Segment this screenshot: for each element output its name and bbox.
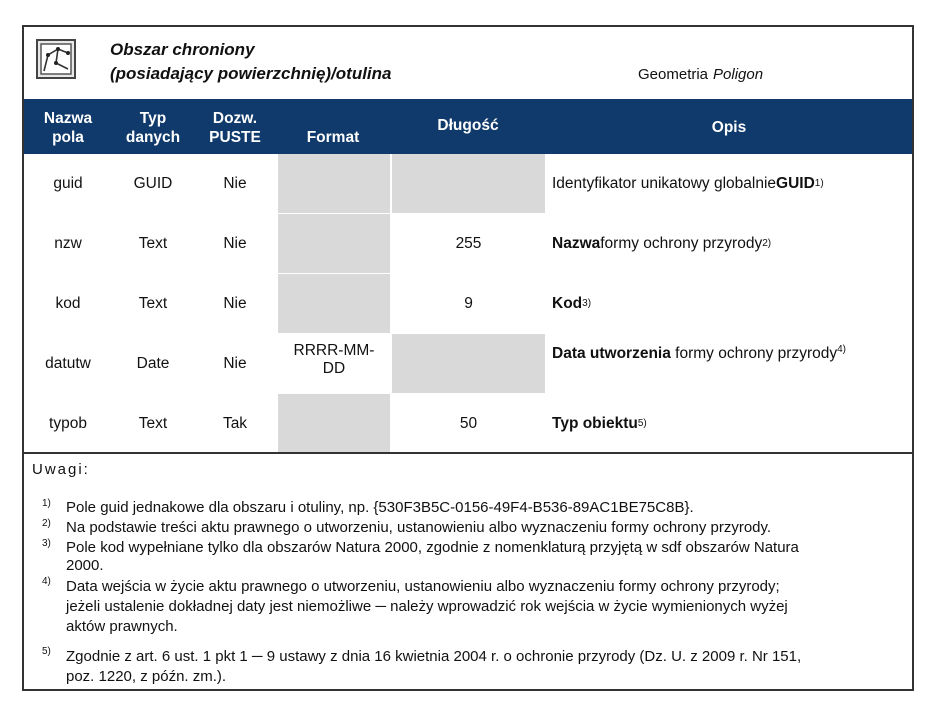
field-empty: Nie	[223, 294, 247, 312]
footnote-text: poz. 1220, z późn. zm.).	[66, 668, 227, 685]
field-format	[278, 214, 390, 273]
table-row	[24, 274, 912, 334]
format-line2: DD	[322, 360, 346, 377]
footnote-text: aktów prawnych.	[66, 618, 178, 635]
page-subtitle: (posiadający powierzchnię)/otulina	[110, 64, 392, 83]
col-typ-danych	[112, 109, 194, 147]
column-header-row	[24, 99, 912, 154]
footnote-number: 1)	[42, 498, 51, 509]
desc-text: formy ochrony przyrody	[600, 234, 763, 252]
desc-text: formy ochrony przyrody	[670, 345, 838, 363]
col-nazwa-pola	[24, 109, 112, 147]
page-title: Obszar chroniony	[110, 40, 255, 59]
footnote-number: 5)	[42, 646, 51, 657]
table-row	[24, 334, 912, 394]
table-row	[24, 154, 912, 214]
desc-bold: GUID	[776, 174, 815, 192]
geometry-value: Poligon	[713, 66, 764, 83]
field-length	[392, 334, 545, 393]
attribute-table-frame	[22, 25, 914, 691]
field-name: kod	[55, 294, 81, 312]
col-dozw-puste-l1: Dozw.	[212, 110, 258, 127]
col-dozw-puste	[194, 109, 276, 147]
desc-bold: Kod	[552, 294, 583, 312]
field-empty: Tak	[222, 414, 248, 432]
footnote-ref: 4)	[837, 344, 847, 355]
field-empty: Nie	[223, 174, 247, 192]
footnote-number: 3)	[42, 538, 51, 549]
polygon-layer-icon	[36, 39, 76, 79]
footnote-text: Pole guid jednakowe dla obszaru i otuliny, np. {530F3B5C-0156-49F4-B536-89AC1BE75C8B}.	[66, 499, 694, 516]
col-typ-danych-l1: Typ	[139, 110, 167, 127]
col-nazwa-pola-l2: pola	[52, 129, 84, 146]
notes-label: Uwagi:	[32, 461, 90, 478]
desc-text: Identyfikator unikatowy globalnie	[552, 174, 777, 192]
field-format	[278, 274, 390, 333]
field-name: typob	[49, 414, 87, 432]
format-line1: RRRR-MM-	[293, 342, 375, 359]
footnote-ref: 2)	[762, 238, 772, 249]
footnote-text: Na podstawie treści aktu prawnego o utworzeniu, ustanowieniu albo wyznaczeniu formy ochrony przyrody.	[66, 519, 772, 536]
table-row	[24, 394, 912, 454]
field-length: 50	[459, 414, 478, 432]
footnote-text: Pole kod wypełniane tylko dla obszarów Natura 2000, zgodnie z nomenklaturą przyjętą w sdf obszarów Natura	[66, 539, 799, 556]
field-description	[552, 394, 908, 453]
field-name: guid	[53, 174, 83, 192]
footnote-number: 4)	[42, 576, 51, 587]
field-length: 9	[464, 294, 473, 312]
geometry-label: Geometria	[638, 66, 709, 83]
field-empty: Nie	[223, 234, 247, 252]
field-type: Text	[138, 234, 168, 252]
field-length: 255	[455, 234, 482, 252]
field-name: datutw	[45, 354, 91, 372]
desc-bold: Typ obiektu	[552, 414, 638, 432]
col-dlugosc: Długość	[437, 117, 499, 134]
table-header-block	[24, 27, 912, 99]
footnote-text: jeżeli ustalenie dokładnej daty jest niemożliwe ─ należy wprowadzić rok wejścia w życie wymienionych wyżej	[66, 598, 788, 615]
field-name: nzw	[54, 234, 82, 252]
col-dozw-puste-l2: PUSTE	[209, 129, 261, 146]
footnote-text: 2000.	[66, 557, 104, 574]
col-format: Format	[306, 129, 360, 146]
field-description	[552, 274, 908, 333]
field-type: Text	[138, 294, 168, 312]
field-type: Date	[136, 354, 170, 372]
field-type: Text	[138, 414, 168, 432]
footnote-ref: 1)	[814, 178, 824, 189]
desc-bold: Data utworzenia	[552, 345, 671, 363]
table-row	[24, 214, 912, 274]
field-empty: Nie	[223, 354, 247, 372]
footnote-number: 2)	[42, 518, 51, 529]
field-format	[278, 154, 390, 213]
field-description	[552, 334, 908, 393]
field-type: GUID	[133, 174, 173, 192]
field-description	[552, 214, 908, 273]
desc-bold: Nazwa	[552, 234, 601, 252]
footnote-text: Data wejścia w życie aktu prawnego o utworzeniu, ustanowieniu albo wyznaczeniu formy ochrony przyrody;	[66, 578, 780, 595]
field-length	[392, 154, 545, 213]
field-format	[278, 334, 390, 393]
field-format	[278, 394, 390, 453]
col-typ-danych-l2: danych	[125, 129, 181, 146]
col-nazwa-pola-l1: Nazwa	[43, 110, 93, 127]
footnote-ref: 5)	[637, 418, 647, 429]
col-opis: Opis	[711, 119, 747, 136]
geometry-info	[638, 66, 763, 83]
footnote-ref: 3)	[582, 298, 592, 309]
field-description	[552, 154, 908, 213]
notes-divider	[24, 452, 912, 454]
footnote-text: Zgodnie z art. 6 ust. 1 pkt 1 ─ 9 ustawy z dnia 16 kwietnia 2004 r. o ochronie przyrody (Dz. U. z 2009 r. Nr 151,	[66, 648, 802, 665]
